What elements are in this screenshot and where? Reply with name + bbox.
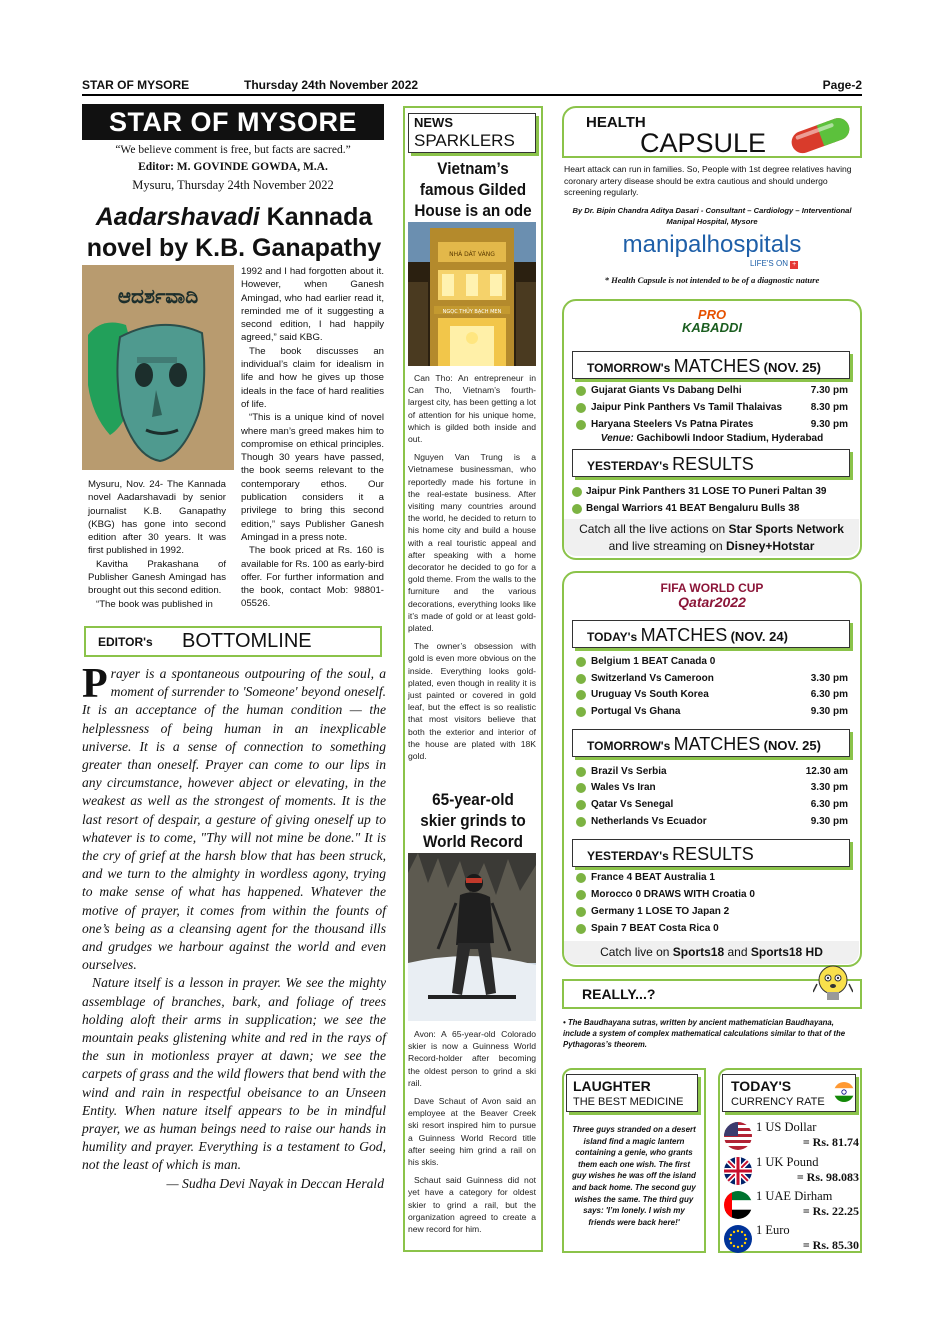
article-paragraph: “This is a unique kind of novel where man’s greed makes him to compromise on ethical principles. Though 30 years have passed, the book seems relevant to the contemporary ethos. Our publication considers it a privilege to bring this second edition,” says Publisher Ganesh Amingad in a press note. [241,412,384,543]
house-sign: NHÀ DÁT VÀNG [449,251,495,258]
match-time: 6.30 pm [810,689,848,700]
editorial-heading [84,626,382,657]
bullet-icon [576,907,586,917]
bullet-icon [576,767,586,777]
bullet-icon [572,487,582,497]
fifa-yesterday-big: RESULTS [672,844,754,864]
book-title-kannada: ಆದರ್ಶವಾದಿ [117,284,199,308]
fifa-logo-bottom: Qatar2022 [678,594,746,610]
match-teams: Uruguay Vs South Korea [591,689,709,700]
bullet-icon [576,783,586,793]
bullet-icon [576,403,586,413]
venue-text: Gachibowli Indoor Stadium, Hyderabad [633,433,824,444]
fifa-result-row [564,887,860,903]
result-text: France 4 BEAT Australia 1 [591,872,715,883]
story2-paragraph: Dave Schaut of Avon said an employee at the Beaver Creek ski resort inspired him to pursue a Guinness World Record title after seeing him grind a rail on his skis. [408,1096,536,1168]
currency-heading-bottom: CURRENCY RATE [731,1096,825,1108]
currency-unit: 1 UAE Dirham [756,1189,833,1203]
health-text: Heart attack can run in families. So, People with 1st degree relatives having coronary artery disease should be extra cautious and should undergo screening regularly. [564,164,852,198]
bullet-icon [576,924,586,934]
fifa-result-row [564,921,860,937]
bullet-icon [576,386,586,396]
bullet-icon [576,657,586,667]
fifa-result-row [564,870,860,886]
kabaddi-match-row [564,400,860,416]
editorial-credit: — Sudha Devi Nayak in Deccan Herald [166,1175,384,1191]
health-disclaimer: * Health Capsule is not intended to be of a diagnostic nature [604,275,820,285]
story2-paragraph: Avon: A 65-year-old Colorado skier is now a Guinness World Record-holder after becoming the oldest person to grind a ski rail. [408,1029,536,1088]
live-text: and live streaming on [608,539,727,553]
story1-paragraph: Nguyen Van Trung is a Vietnamese businessman, who reportedly made his fortune in the real-estate business. After visiting many countries around the world, he decided to return to his home city and build a house with a real touristic appeal and after speaking with a home decorator he decided to go for a gold theme. From the walls to the furniture and the various decorations, everything looks like it’s made of gold or at least gold-plated. [408,452,536,634]
live-text: Catch all the live actions on [579,522,729,536]
kabaddi-result-row [564,501,860,517]
article-column-2 [241,265,384,611]
really-heading: REALLY...? [582,986,656,1002]
match-time: 8.30 pm [810,402,848,413]
kabaddi-match-row [564,383,860,399]
currency-row [720,1120,863,1152]
match-time: 9.30 pm [810,706,848,717]
article-paragraph: The book discusses an individual’s claim for idealism in life and how he gives up those ideals in the face of hard realities of life. [241,345,384,410]
us-flag-icon [724,1122,752,1150]
kabaddi-panel [562,299,862,560]
currency-value: = Rs. 22.25 [802,1204,859,1218]
kabaddi-tomorrow-big: MATCHES [673,356,761,376]
laughter-heading-bottom: THE BEST MEDICINE [573,1096,684,1108]
match-teams: Netherlands Vs Ecuador [591,816,707,827]
match-time: 9.30 pm [810,419,848,430]
story2-paragraph: Schaut said Guinness did not yet have a category for oldest skier to grind a rail, but the organization agreed to create a new record for him. [408,1175,536,1235]
laughter-panel [562,1068,706,1253]
health-heading-top: HEALTH [586,114,646,131]
kabaddi-logo [564,307,860,335]
fifa-tomorrow-heading [572,729,850,757]
sparklers-heading-top: NEWS [414,115,453,130]
health-byline: By Dr. Bipin Chandra Aditya Dasari - Consultant – Cardiology – Interventional Manipal Hospital, Mysore [572,206,852,226]
laughter-text: Three guys stranded on a desert island find a magic lantern containing a genie, who grants them each one wish. The first guy wishes he was off the island and back home. The second guy wishes the same. The third guy says: 'I’m lonely. I wish my friends were back here!' [572,1125,696,1227]
fifa-live-info [564,941,859,964]
headline-italic: Aadarshavadi [95,203,260,231]
story1-body [408,372,536,762]
kabaddi-yesterday-heading [572,449,850,477]
health-heading-bottom: CAPSULE [640,128,767,158]
page-number: Page-2 [822,78,862,92]
health-capsule-heading [562,106,862,158]
match-teams: Portugal Vs Ghana [591,706,681,717]
main-headline [82,202,386,264]
kabaddi-venue [564,433,860,444]
match-teams: Jaipur Pink Panthers Vs Tamil Thalaivas [591,402,783,413]
live-channel: Sports18 [672,945,725,959]
match-time: 3.30 pm [810,673,848,684]
editorial-dropcap: P [82,661,108,707]
story1-headline: Vietnam’s famous Gilded House is an ode [414,159,532,220]
bullet-icon [576,800,586,810]
match-time: 6.30 pm [810,799,848,810]
bullet-icon [576,420,586,430]
article-paragraph: 1992 and I had forgotten about it. However, when Ganesh Amingad, who had earlier read it, reminded me of it suggesting a second edition, I had happily agreed,” said KBG. [241,266,384,344]
india-flag-icon [833,1081,855,1103]
fifa-panel [562,571,862,967]
fifa-match-row [564,671,860,687]
laughter-heading-top: LAUGHTER [573,1078,651,1094]
really-text: • The Baudhayana sutras, written by ancient mathematician Baudhayana, include a system of complex mathematical calculations similar to that of the Pythagoras’s theorem. [563,1018,846,1049]
match-time: 7.30 pm [810,385,848,396]
result-text: Jaipur Pink Panthers 31 LOSE TO Puneri Paltan 39 [586,486,827,497]
kabaddi-tomorrow-date: (NOV. 25) [763,360,821,375]
paper-name: STAR OF MYSORE [82,78,190,92]
currency-heading-top: TODAY'S [731,1078,792,1094]
masthead-motto: “We believe comment is free, but facts are sacred.” [115,144,351,156]
currency-unit: 1 US Dollar [756,1120,817,1134]
match-teams: Switzerland Vs Cameroon [591,673,714,684]
match-teams: Belgium 1 BEAT Canada 0 [591,656,716,667]
fifa-match-row [564,780,860,796]
fifa-tomorrow-small: TOMORROW's [587,739,671,753]
story1-paragraph: Can Tho: An entrepreneur in Can Tho, Vietnam’s fourth-largest city, has been getting a lot of attention for his unique home, which is gilded both inside and out. [408,373,536,445]
editorial-paragraph-1: rayer is a spontaneous outpouring of the soul, a moment of surrender to 'Someone' beyond oneself. It is an acceptance of the human condition — the helplessness of being human in an inexplicable universe. It is a sense of connection to something greater than oneself. Prayer can come to our lips in any circumstance, however abject or elevating, in the weakest as well as the strongest of moments. It is the last resort of despair, a gesture of giving oneself up to whatever is to come, "Thy will not mine be done." It is the cry of grief at the harsh blow that has been struck, and we turn to the almighty in wordless agony, trying to make sense of what has happened. Whatever the motive of prayer, it comes from within the founts of one’s being as a cleansing agent for the thousand ills and grudges we harbour against the world and even ourselves. [82,666,386,973]
masthead-title: STAR OF MYSORE [82,104,384,140]
fifa-today-small: TODAY's [587,630,638,644]
bullet-icon [576,674,586,684]
headline-line2: novel by K.B. Ganapathy [86,234,382,262]
fifa-match-row [564,764,860,780]
kabaddi-match-row [564,417,860,433]
currency-value: = Rs. 85.30 [802,1238,859,1252]
match-time: 3.30 pm [810,782,848,793]
page-header [82,78,862,96]
article-column-1 [88,478,226,611]
sparklers-heading-bottom: SPARKLERS [414,131,515,150]
kabaddi-result-row [564,484,860,500]
article-paragraph: “The book was published in [96,598,213,610]
match-teams: Haryana Steelers Vs Patna Pirates [591,419,754,430]
match-teams: Wales Vs Iran [591,782,656,793]
currency-row [720,1223,863,1255]
book-cover-image [82,265,234,470]
house-banner: NGỌC THỦY BẠCH MEN [442,309,502,315]
fifa-tomorrow-date: (NOV. 25) [763,738,821,753]
live-channel: Sports18 HD [750,945,823,959]
fifa-result-row [564,904,860,920]
story1-paragraph: The owner’s obsession with gold is even more obvious on the inside. Everything looks gold-plated, even though in reality it is just painted or covered in gold leaf, but the effect is so realistic that most visitors believe that both the exterior and interior of the house are plated with 18K gold. [408,641,536,762]
currency-value: = Rs. 98.083 [796,1170,859,1184]
fifa-yesterday-small: YESTERDAY's [587,849,669,863]
fifa-match-row [564,704,860,720]
live-text: Catch live on [600,945,673,959]
laughter-heading [566,1074,698,1112]
live-network: Star Sports Network [728,522,844,536]
currency-row [720,1155,863,1187]
match-teams: Gujarat Giants Vs Dabang Delhi [591,385,742,396]
live-stream: Disney+Hotstar [726,539,815,553]
match-time: 9.30 pm [810,816,848,827]
result-text: Germany 1 LOSE TO Japan 2 [591,906,730,917]
venue-label: Venue: [600,433,634,444]
currency-unit: 1 UK Pound [756,1155,819,1169]
manipal-tagline-text: LIFE'S ON [750,259,788,268]
bullet-icon [576,707,586,717]
fifa-match-row [564,797,860,813]
editorial-heading-small: EDITOR's [98,635,153,649]
masthead-editor: Editor: M. GOVINDE GOWDA, M.A. [138,161,328,173]
editorial-heading-big: BOTTOMLINE [182,630,312,652]
editorial-paragraph-2: Nature itself is a lesson in prayer. We see the mighty assemblage of branches, bark, and foliage of trees holding aloft their arms in supplication; we see the mountain peaks glistening white and red in the rays of the sun in motionless prayer at dawn; we see the carpets of grass and the wild flowers that bend with the wind and rain in respectful obeisance to an Unseen Entity. When nature itself appears to be in mindful prayer, we as human beings need to raise our hands in humility and prayer. Everything is a testament to God, not the least of which is man. [82,975,386,1173]
fifa-yesterday-heading [572,839,850,867]
skier-image [408,853,536,1021]
article-paragraph: The book priced at Rs. 160 is available for Rs. 100 as early-bird offer. For further information and the book, contact Mob: 98801-05526. [241,545,384,610]
fifa-logo [564,581,860,610]
currency-heading [722,1074,856,1112]
manipal-tagline [750,259,798,269]
editorial-body [82,661,386,1193]
fifa-match-row [564,814,860,830]
match-teams: Brazil Vs Serbia [591,766,667,777]
currency-unit: 1 Euro [756,1223,790,1237]
result-text: Spain 7 BEAT Costa Rica 0 [591,923,719,934]
match-teams: Qatar Vs Senegal [591,799,674,810]
gilded-house-image [408,222,536,366]
lightbulb-icon [813,962,853,1008]
kabaddi-tomorrow-heading [572,351,850,379]
currency-panel [718,1068,862,1253]
eu-flag-icon [724,1225,752,1253]
fifa-today-big: MATCHES [640,625,728,645]
kabaddi-yesterday-small: YESTERDAY's [587,459,669,473]
story2-headline: 65-year-old skier grinds to World Record [420,790,526,851]
headline-rest: Kannada [259,203,373,231]
kabaddi-tomorrow-small: TOMORROW's [587,361,671,375]
sparklers-heading [408,113,536,153]
match-time: 12.30 am [805,766,848,777]
bullet-icon [572,504,582,514]
kabaddi-yesterday-big: RESULTS [672,454,754,474]
masthead-dateline: Mysuru, Thursday 24th November 2022 [132,178,334,192]
currency-value: = Rs. 81.74 [802,1135,859,1149]
kabaddi-live-info [564,519,859,556]
fifa-today-heading [572,620,850,648]
plus-icon: + [792,261,797,268]
header-date: Thursday 24th November 2022 [244,78,419,92]
fifa-today-date: (NOV. 24) [730,629,788,644]
bullet-icon [576,690,586,700]
bullet-icon [576,873,586,883]
result-text: Morocco 0 DRAWS WITH Croatia 0 [591,889,755,900]
currency-row [720,1189,863,1221]
kabaddi-logo-bottom: KABADDI [682,320,742,335]
kabaddi-logo-top: PRO [697,307,727,322]
result-text: Bengal Warriors 41 BEAT Bengaluru Bulls 38 [586,503,800,514]
fifa-logo-top: FIFA WORLD CUP [660,581,764,595]
uk-flag-icon [724,1157,752,1185]
fifa-tomorrow-big: MATCHES [673,734,761,754]
manipal-logo: manipalhospitals [622,231,802,258]
fifa-match-row [564,687,860,703]
story2-body [408,1028,536,1235]
fifa-match-row [564,654,860,670]
article-paragraph: Mysuru, Nov. 24- The Kannada novel Aadarshavadi by senior journalist K.B. Ganapathy (KBG) has gone into second edition after 30 years. It was first published in 1992. [88,479,226,557]
pill-icon [782,110,860,158]
bullet-icon [576,817,586,827]
article-paragraph: Kavitha Prakashana of Publisher Ganesh Amingad has brought out this second edition. [88,558,226,597]
bullet-icon [576,890,586,900]
live-text: and [724,945,751,959]
uae-flag-icon [724,1191,752,1219]
